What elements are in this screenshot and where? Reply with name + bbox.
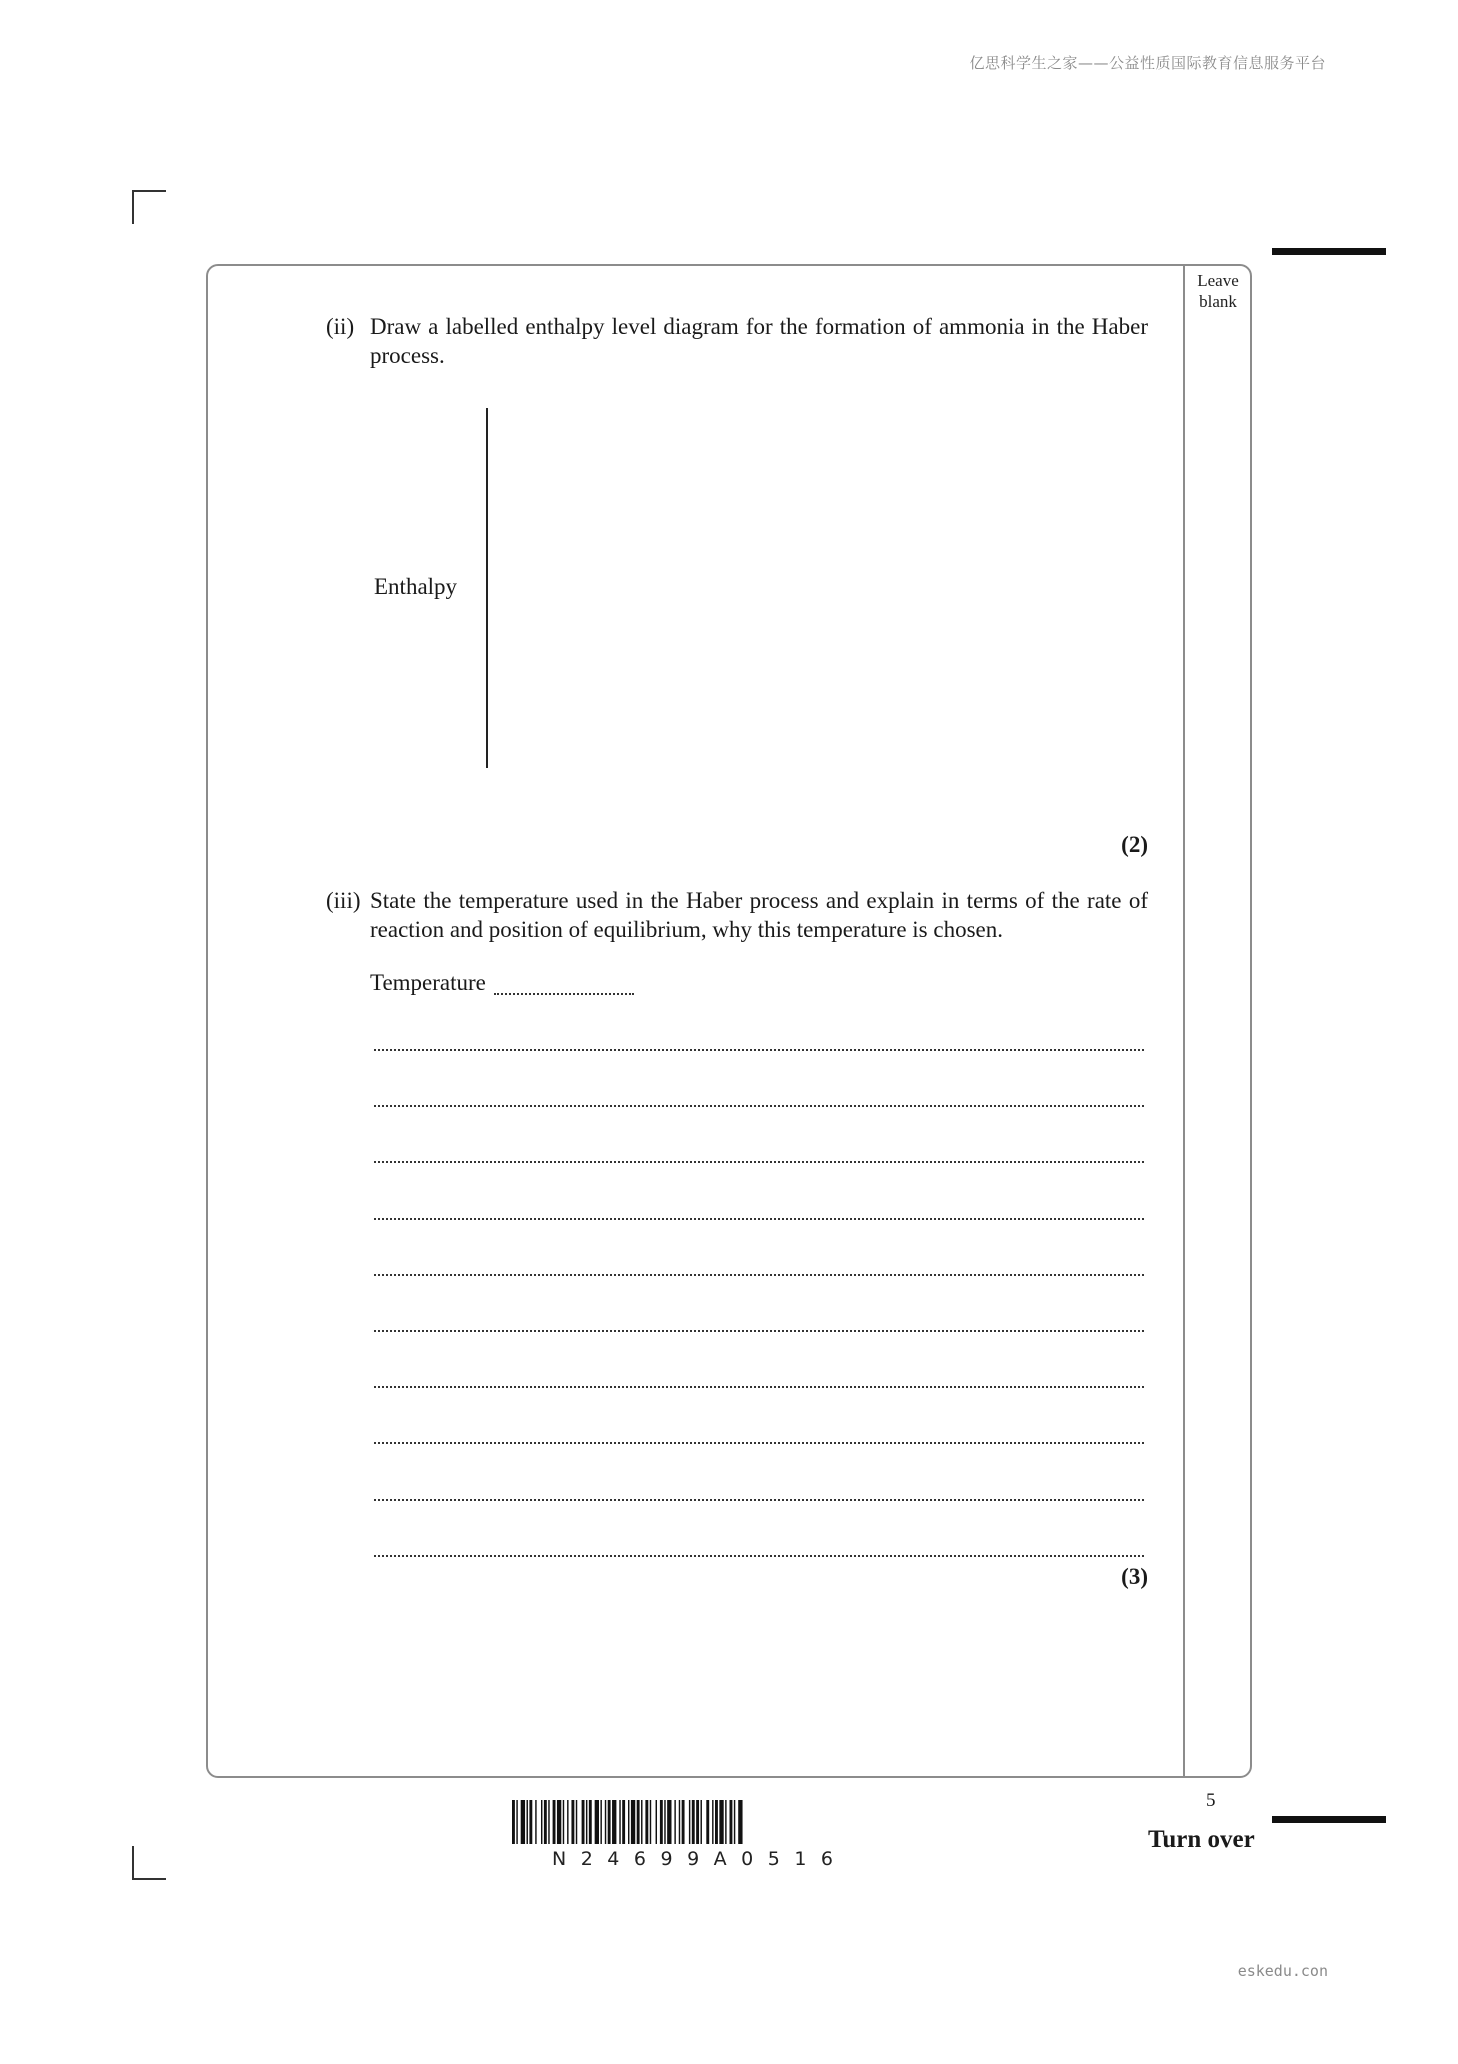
barcode-bar bbox=[730, 1800, 733, 1844]
leave-blank-label: Leave blank bbox=[1197, 271, 1239, 311]
crop-mark-bottom-left-horizontal bbox=[132, 1878, 166, 1880]
crop-mark-bottom-left-vertical bbox=[132, 1846, 134, 1880]
barcode-bar bbox=[527, 1800, 528, 1844]
question-iii-number: (iii) bbox=[326, 888, 361, 913]
barcode-bar bbox=[612, 1800, 616, 1844]
barcode-bar bbox=[521, 1800, 525, 1844]
crop-mark-top-left-horizontal bbox=[132, 190, 166, 192]
barcode-bar bbox=[608, 1800, 611, 1844]
answer-line[interactable] bbox=[374, 1046, 1144, 1051]
barcode-bar bbox=[656, 1800, 657, 1844]
barcode-bar bbox=[719, 1800, 723, 1844]
barcode-bar bbox=[631, 1800, 635, 1844]
temperature-answer-field[interactable] bbox=[494, 990, 634, 995]
barcode-bar bbox=[557, 1800, 561, 1844]
barcode-bar bbox=[725, 1800, 726, 1844]
answer-line[interactable] bbox=[374, 1383, 1144, 1388]
barcode-bar bbox=[541, 1800, 542, 1844]
answer-line[interactable] bbox=[374, 1439, 1144, 1444]
question-ii-marks: (2) bbox=[1121, 832, 1148, 857]
page-number: 5 bbox=[1206, 1790, 1216, 1811]
barcode-bar bbox=[689, 1800, 690, 1844]
margin-bar-bottom bbox=[1272, 1816, 1386, 1823]
question-iii-marks: (3) bbox=[1121, 1564, 1148, 1589]
answer-line[interactable] bbox=[374, 1102, 1144, 1107]
barcode-bar bbox=[641, 1800, 642, 1844]
barcode-bar bbox=[679, 1800, 680, 1844]
barcode-bar bbox=[512, 1800, 515, 1844]
barcode-bar bbox=[738, 1800, 742, 1844]
barcode-bar bbox=[605, 1800, 606, 1844]
barcode-bar bbox=[553, 1800, 556, 1844]
barcode-bar bbox=[682, 1800, 685, 1844]
barcode-bar bbox=[516, 1800, 517, 1844]
barcode-bar bbox=[567, 1800, 568, 1844]
barcode-bar bbox=[667, 1800, 671, 1844]
enthalpy-axis bbox=[486, 408, 488, 768]
answer-line[interactable] bbox=[374, 1215, 1144, 1220]
temperature-label: Temperature bbox=[370, 970, 486, 995]
barcode-bar bbox=[637, 1800, 640, 1844]
crop-mark-top-left-vertical bbox=[132, 190, 134, 224]
leave-blank-column-divider bbox=[1183, 264, 1185, 1778]
barcode-bar bbox=[692, 1800, 695, 1844]
barcode-bar bbox=[619, 1800, 620, 1844]
answer-line[interactable] bbox=[374, 1158, 1144, 1163]
barcode-bar bbox=[712, 1800, 713, 1844]
header-watermark: 亿思科学生之家——公益性质国际教育信息服务平台 bbox=[969, 54, 1326, 72]
barcode-bar bbox=[548, 1800, 549, 1844]
barcode-bar bbox=[645, 1800, 648, 1844]
barcode-bar bbox=[715, 1800, 718, 1844]
barcode-bar bbox=[664, 1800, 665, 1844]
barcode-bar bbox=[674, 1800, 675, 1844]
barcode-bar bbox=[589, 1800, 592, 1844]
barcode-number: N24699A0516 bbox=[552, 1848, 848, 1870]
answer-line[interactable] bbox=[374, 1496, 1144, 1501]
margin-bar-top bbox=[1272, 248, 1386, 255]
answer-line[interactable] bbox=[374, 1552, 1144, 1557]
barcode-bar bbox=[544, 1800, 547, 1844]
barcode-bar bbox=[696, 1800, 699, 1844]
question-ii-number: (ii) bbox=[326, 314, 355, 339]
barcode-bar bbox=[628, 1800, 629, 1844]
question-frame bbox=[206, 264, 1252, 1778]
enthalpy-axis-label: Enthalpy bbox=[374, 574, 458, 599]
barcode-bar bbox=[529, 1800, 532, 1844]
question-ii-text: Draw a labelled enthalpy level diagram for the formation of ammonia in the Haber process. bbox=[370, 314, 1148, 368]
barcode-bar bbox=[660, 1800, 663, 1844]
turn-over-label: Turn over bbox=[1148, 1826, 1255, 1853]
barcode-bar bbox=[622, 1800, 625, 1844]
barcode-bar bbox=[582, 1800, 585, 1844]
barcode-bar bbox=[576, 1800, 577, 1844]
barcode-bar bbox=[706, 1800, 709, 1844]
answer-line[interactable] bbox=[374, 1271, 1144, 1276]
barcode-bar bbox=[600, 1800, 601, 1844]
barcode-bar bbox=[734, 1800, 735, 1844]
barcode-bar bbox=[571, 1800, 574, 1844]
barcode-bar bbox=[563, 1800, 564, 1844]
barcode-bar bbox=[650, 1800, 651, 1844]
barcode-bar bbox=[586, 1800, 587, 1844]
answer-line[interactable] bbox=[374, 1327, 1144, 1332]
question-iii-text: State the temperature used in the Haber process and explain in terms of the rate of reaction and position of equilibrium, why this temperature is chosen. bbox=[370, 888, 1148, 942]
footer-site: eskedu.con bbox=[1237, 1962, 1328, 1980]
barcode-bar bbox=[535, 1800, 536, 1844]
barcode-bar bbox=[701, 1800, 702, 1844]
barcode-bar bbox=[595, 1800, 599, 1844]
